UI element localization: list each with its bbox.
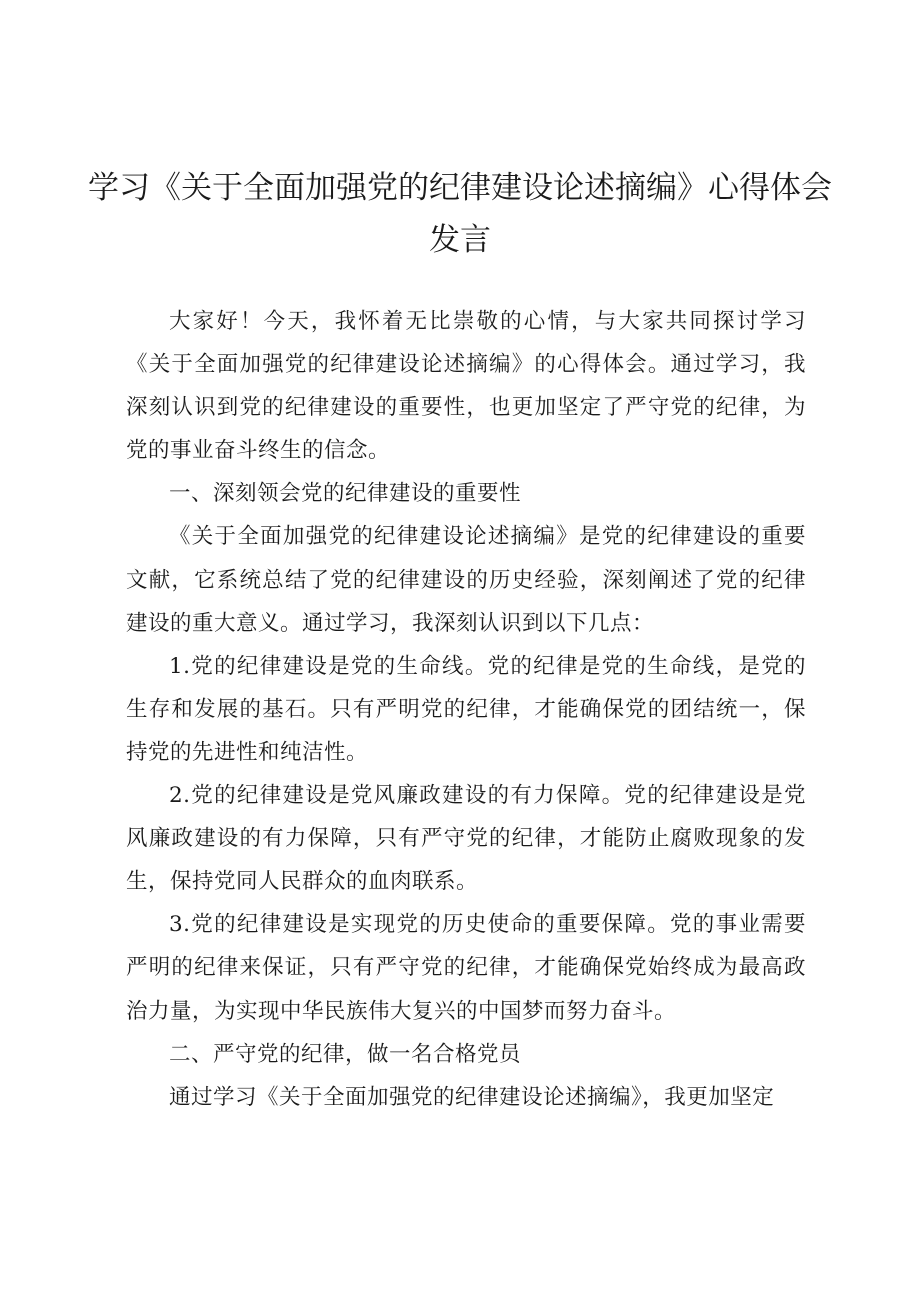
section-heading-1: 一、深刻领会党的纪律建设的重要性 [169, 481, 522, 507]
point-3-paragraph: 3.党的纪律建设是实现党的历史使命的重要保障。党的事业需要严明的纪律来保证，只有严守党的纪律，才能确保党始终成为最高政治力量，为实现中华民族伟大复兴的中国梦而努力奋斗。 [126, 912, 806, 1024]
section-2-paragraph: 通过学习《关于全面加强党的纪律建设论述摘编》，我更加坚定 [169, 1084, 775, 1110]
section-1-paragraph: 《关于全面加强党的纪律建设论述摘编》是党的纪律建设的重要文献，它系统总结了党的纪律建设的历史经验，深刻阐述了党的纪律建设的重大意义。通过学习，我深刻认识到以下几点： [126, 524, 806, 636]
document-title-line-1: 学习《关于全面加强党的纪律建设论述摘编》心得体会 [88, 170, 832, 206]
point-1-paragraph: 1.党的纪律建设是党的生命线。党的纪律是党的生命线，是党的生存和发展的基石。只有严明党的纪律，才能确保党的团结统一，保持党的先进性和纯洁性。 [126, 653, 806, 765]
document-body [126, 300, 806, 1119]
section-heading-2: 二、严守党的纪律，做一名合格党员 [169, 1041, 522, 1067]
document-title-line-2: 发言 [429, 222, 491, 258]
intro-paragraph: 大家好！今天，我怀着无比崇敬的心情，与大家共同探讨学习《关于全面加强党的纪律建设论述摘编》的心得体会。通过学习，我深刻认识到党的纪律建设的重要性，也更加坚定了严守党的纪律，为党的事业奋斗终生的信念。 [126, 309, 806, 464]
point-2-paragraph: 2.党的纪律建设是党风廉政建设的有力保障。党的纪律建设是党风廉政建设的有力保障，只有严守党的纪律，才能防止腐败现象的发生，保持党同人民群众的血肉联系。 [126, 783, 806, 895]
